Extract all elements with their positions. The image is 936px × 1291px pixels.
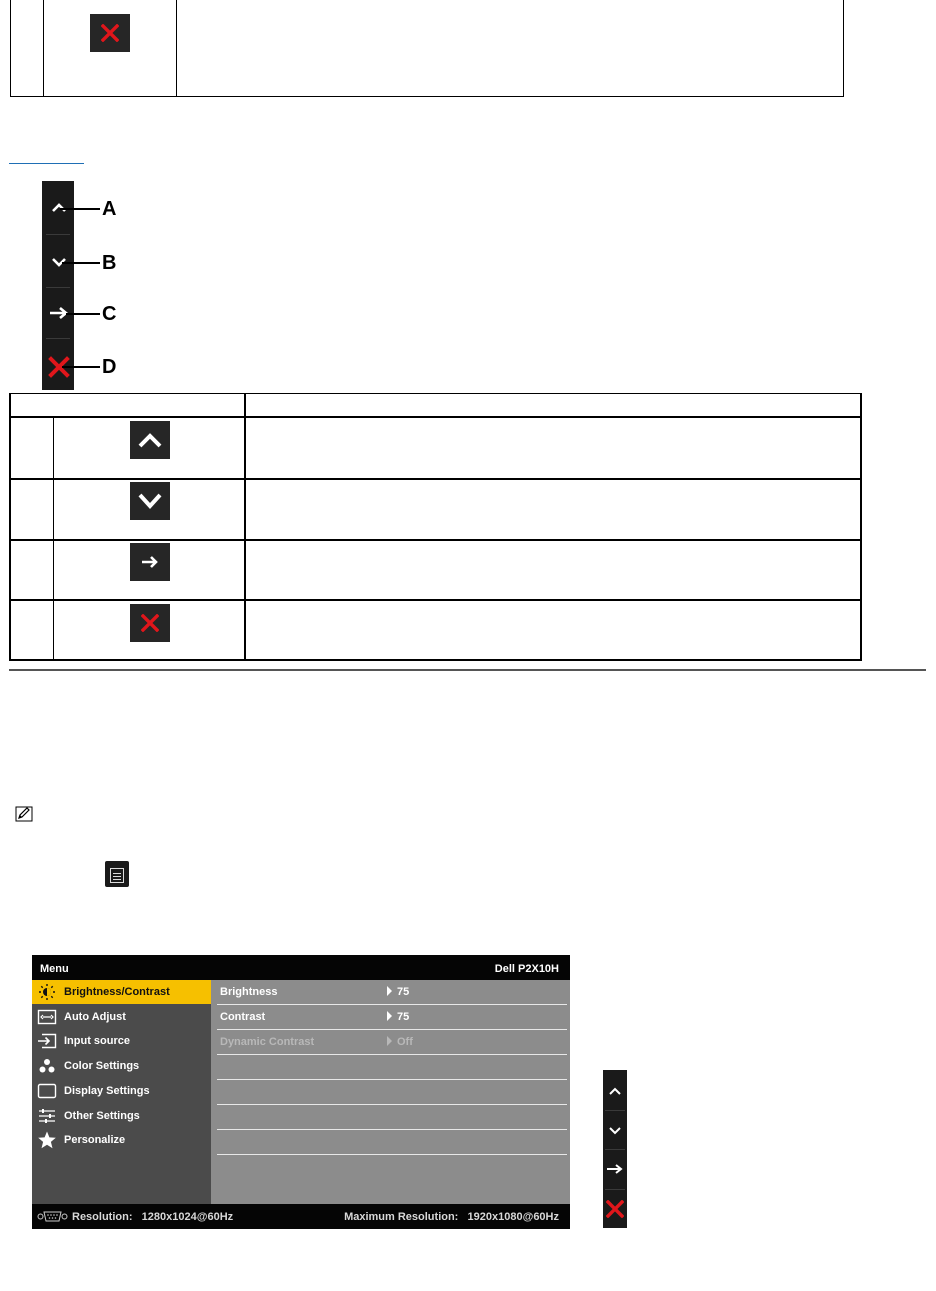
osd-model: Dell P2X10H [494, 963, 559, 975]
osd-empty-row [217, 1130, 567, 1155]
osd-menu-item-display-settings[interactable] [32, 1079, 211, 1103]
color-settings-icon [37, 1057, 57, 1075]
right-arrow-icon [130, 543, 170, 581]
table-border [9, 599, 862, 601]
setting-value: 75 [397, 1011, 410, 1023]
up-chevron-icon [130, 421, 170, 459]
menu-icon-line [113, 876, 121, 877]
table-border [10, 96, 844, 97]
callout-line-c [66, 313, 100, 315]
panel-divider [46, 234, 70, 235]
osd-header [32, 955, 570, 980]
close-icon [90, 14, 130, 52]
callout-label-d: D [102, 356, 117, 378]
osd-empty-row [217, 1105, 567, 1130]
panel-divider [605, 1149, 625, 1150]
osd-menu-item-brightness-contrast[interactable] [32, 980, 211, 1004]
table-border [9, 539, 862, 541]
chevron-right-icon [387, 1011, 392, 1021]
osd-menu-label: Input source [64, 1035, 131, 1047]
setting-value-group [387, 986, 409, 998]
chevron-right-icon [387, 986, 392, 996]
osd-menu-item-other-settings[interactable] [32, 1104, 211, 1128]
setting-label: Dynamic Contrast [220, 1036, 315, 1048]
osd-menu-label: Auto Adjust [64, 1011, 126, 1023]
osd-menu-label: Personalize [64, 1134, 126, 1146]
setting-label: Contrast [220, 1011, 266, 1023]
section-divider [9, 669, 926, 671]
osd-menu-label: Brightness/Contrast [64, 986, 170, 998]
callout-label-c: C [102, 303, 117, 325]
osd-empty-row [217, 1055, 567, 1080]
panel-divider [605, 1110, 625, 1111]
input-source-icon [37, 1032, 57, 1050]
brightness-icon [37, 983, 57, 1001]
panel-divider [46, 287, 70, 288]
maximum-resolution [344, 1211, 559, 1223]
pencil-note-icon [15, 806, 33, 822]
setting-value-group [387, 1036, 413, 1048]
osd-setting-brightness[interactable] [217, 980, 567, 1005]
star-icon [37, 1131, 57, 1149]
table-border [53, 416, 54, 661]
link-underline[interactable] [9, 163, 84, 164]
osd-menu-label: Other Settings [64, 1110, 140, 1122]
osd-empty-row [217, 1080, 567, 1105]
table-border [9, 393, 11, 661]
osd-menu-list [32, 980, 211, 1204]
table-border [176, 0, 177, 97]
setting-value: 75 [397, 986, 410, 998]
down-chevron-icon[interactable] [608, 1125, 622, 1137]
table-border [9, 478, 862, 480]
menu-icon-line [113, 873, 121, 874]
callout-line-a [60, 208, 100, 210]
osd-footer [32, 1204, 570, 1229]
table-border [244, 393, 246, 661]
table-border [43, 0, 44, 97]
osd-menu-item-personalize[interactable] [32, 1128, 211, 1152]
osd-title: Menu [40, 963, 69, 975]
osd-menu-item-input-source[interactable] [32, 1029, 211, 1053]
osd-empty-row [217, 1155, 567, 1179]
menu-icon-line [113, 879, 121, 880]
menu-icon[interactable] [105, 861, 129, 887]
table-border [9, 659, 862, 661]
up-chevron-icon[interactable] [608, 1085, 622, 1097]
setting-label: Brightness [220, 986, 278, 998]
right-arrow-icon[interactable] [606, 1163, 624, 1175]
other-settings-icon [37, 1107, 57, 1125]
callout-label-a: A [102, 198, 117, 220]
panel-divider [46, 338, 70, 339]
max-resolution-label: Maximum Resolution: [344, 1211, 459, 1223]
osd-menu-label: Color Settings [64, 1060, 140, 1072]
table-border [843, 0, 844, 97]
close-icon [130, 604, 170, 642]
osd-menu-label: Display Settings [64, 1085, 150, 1097]
setting-value-group [387, 1011, 409, 1023]
resolution-label: Resolution: [72, 1211, 133, 1223]
panel-divider [605, 1189, 625, 1190]
display-settings-icon [37, 1082, 57, 1100]
table-border [9, 393, 862, 394]
osd-setting-contrast[interactable] [217, 1005, 567, 1030]
setting-value: Off [397, 1036, 413, 1048]
vga-connector-icon [37, 1210, 68, 1223]
osd-settings-panel [211, 980, 570, 1204]
auto-adjust-icon [37, 1008, 57, 1026]
osd-menu [32, 955, 570, 1229]
chevron-right-icon [387, 1036, 392, 1046]
callout-line-d [62, 366, 100, 368]
max-resolution-value: 1920x1080@60Hz [467, 1211, 559, 1223]
callout-line-b [62, 262, 100, 264]
current-resolution [72, 1211, 233, 1223]
down-chevron-icon [130, 482, 170, 520]
osd-setting-dynamic-contrast[interactable] [217, 1030, 567, 1055]
table-border [860, 393, 862, 661]
table-border [10, 0, 11, 97]
close-icon[interactable] [606, 1200, 624, 1218]
up-chevron-icon [50, 200, 68, 214]
osd-menu-item-auto-adjust[interactable] [32, 1005, 211, 1029]
table-border [9, 416, 862, 418]
callout-label-b: B [102, 252, 117, 274]
osd-menu-item-color-settings[interactable] [32, 1054, 211, 1078]
resolution-value: 1280x1024@60Hz [141, 1211, 234, 1223]
